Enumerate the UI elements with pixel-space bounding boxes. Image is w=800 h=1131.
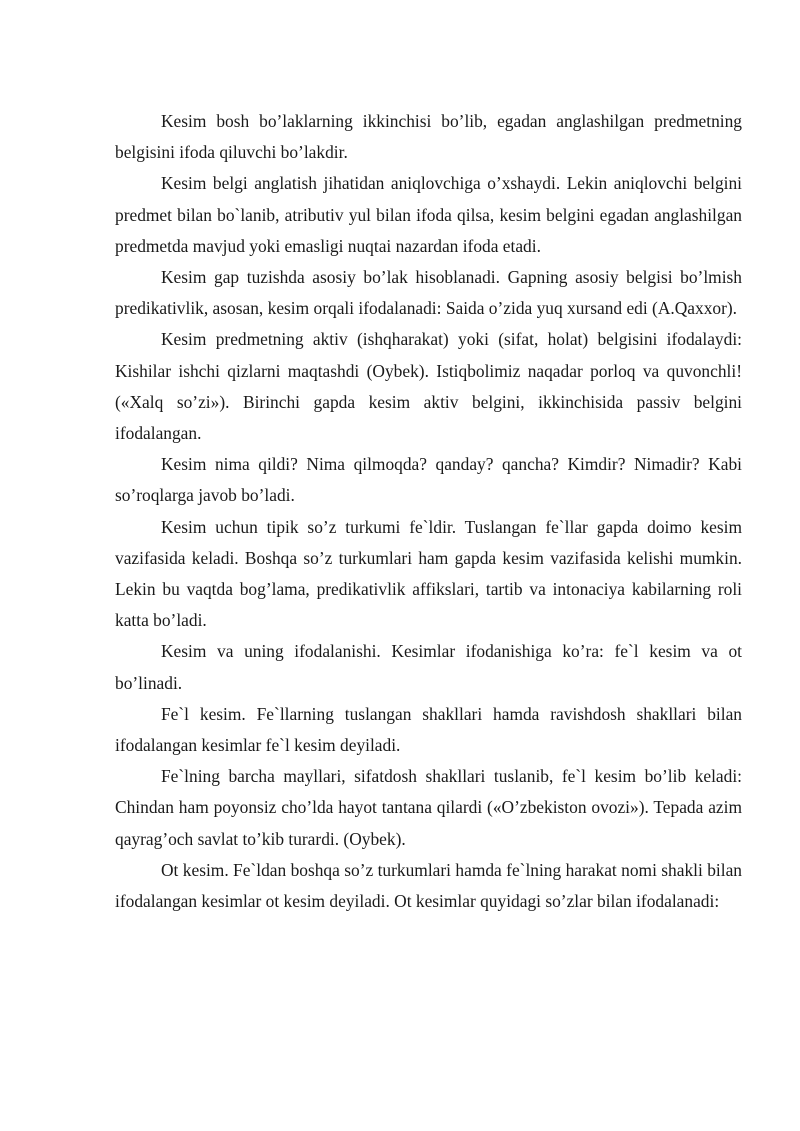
paragraph-fel-kesim: Fe`l kesim. Fe`llarning tuslangan shakllari hamda ravishdosh shakllari bilan ifodalangan kesimlar fe`l kesim deyiladi. [115,703,742,756]
paragraph-kesim-ifodalanishi: Kesim va uning ifodalanishi. Kesimlar ifodanishiga ko’ra: fe`l kesim va ot bo’linadi. [115,641,742,693]
paragraph-kesim-vs-aniqlovchi: Kesim belgi anglatish jihatidan aniqlovchiga o’xshaydi. Lekin aniqlovchi belgini predmet bilan bo`lanib, atributiv yul bilan ifoda qilsa, kesim belgini egadan anglashilgan predmetda mavjud yoki emasligi nuqtai nazardan ifoda etadi. [115,173,742,256]
paragraph-kesim-predikativlik: Kesim gap tuzishda asosiy bo’lak hisoblanadi. Gapning asosiy belgisi bo’lmish predikativlik, asosan, kesim orqali ifodalanadi: Saida o’zida yuq xursand edi (A.Qaxxor). [115,267,742,319]
paragraph-kesim-definition: Kesim bosh bo’laklarning ikkinchisi bo’lib, egadan anglashilgan predmetning belgisini ifoda qiluvchi bo’lakdir. [115,111,742,163]
document-page [115,106,742,917]
paragraph-kesim-belgi: Kesim predmetning aktiv (ishqharakat) yoki (sifat, holat) belgisini ifodalaydi: Kishilar ishchi qizlarni maqtashdi (Oybek). Istiqbolimiz naqadar porloq va quvonchli! («Xalq so’zi»). Birinchi gapda kesim aktiv belgini, ikkinchisida passiv belgini ifodalangan. [115,329,742,444]
paragraph-ot-kesim: Ot kesim. Fe`ldan boshqa so’z turkumlari hamda fe`lning harakat nomi shakli bilan ifodalangan kesimlar ot kesim deyiladi. Ot kesimlar quyidagi so’zlar bilan ifodalanadi: [115,859,742,912]
paragraph-kesim-questions: Kesim nima qildi? Nima qilmoqda? qanday? qancha? Kimdir? Nimadir? Kabi so’roqlarga javob bo’ladi. [115,454,742,506]
paragraph-fel-mayllari: Fe`lning barcha mayllari, sifatdosh shakllari tuslanib, fe`l kesim bo’lib keladi: Chindan ham poyonsiz cho’lda hayot tantana qilardi («O’zbekiston ovozi»). Tepada azim qayrag’och savlat to’kib turardi. (Oybek). [115,766,742,849]
paragraph-kesim-fel: Kesim uchun tipik so’z turkumi fe`ldir. Tuslangan fe`llar gapda doimo kesim vazifasida keladi. Boshqa so’z turkumlari ham gapda kesim vazifasida kelishi mumkin. Lekin bu vaqtda bog’lama, predikativlik affikslari, tartib va intonaciya kabilarning roli katta bo’ladi. [115,516,742,631]
